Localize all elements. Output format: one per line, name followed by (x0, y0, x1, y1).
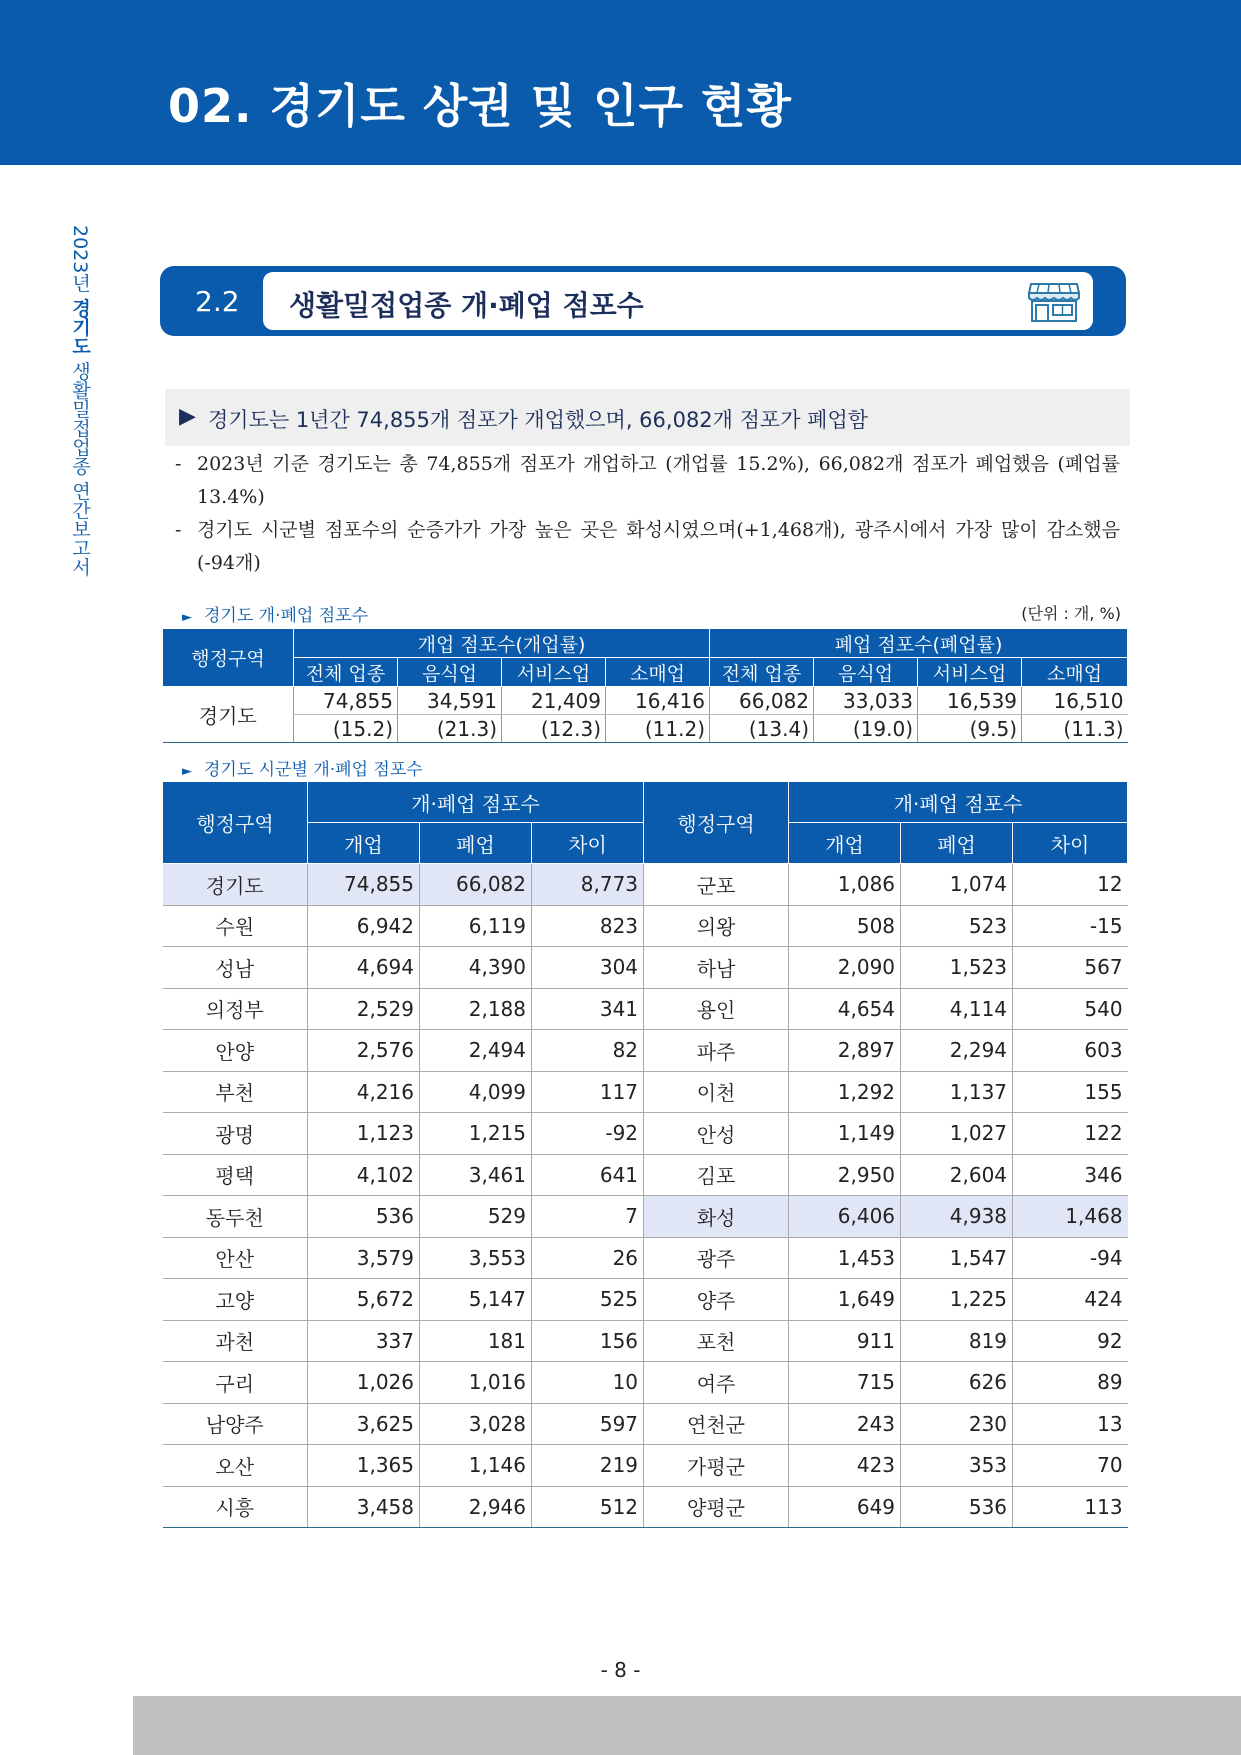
diff-cell: 113 (1013, 1486, 1128, 1528)
region-cell: 구리 (163, 1362, 308, 1404)
rate-cell: (15.2) (294, 715, 398, 743)
diff-cell: 10 (532, 1362, 644, 1404)
close-count-cell: 230 (901, 1403, 1013, 1445)
diff-cell: 155 (1013, 1071, 1128, 1113)
side-report-title (50, 225, 110, 577)
column-group-open: 개업 점포수(개업률) (294, 629, 710, 658)
table-row (163, 1030, 1128, 1072)
close-count-cell: 3,028 (420, 1403, 532, 1445)
open-count-cell: 3,458 (308, 1486, 420, 1528)
diff-cell: 92 (1013, 1320, 1128, 1362)
diff-cell: 346 (1013, 1154, 1128, 1196)
column-header-region: 행정구역 (163, 782, 308, 864)
column-header-diff: 차이 (1013, 823, 1128, 864)
open-count-cell: 508 (789, 905, 901, 947)
open-count-cell: 1,365 (308, 1445, 420, 1487)
section-number: 2.2 (195, 285, 240, 318)
summary-text: 경기도는 1년간 74,855개 점포가 개업했으며, 66,082개 점포가 폐업함 (208, 408, 869, 432)
table-gyeonggi-summary (162, 628, 1128, 743)
region-cell: 가평군 (644, 1445, 789, 1487)
diff-cell: 219 (532, 1445, 644, 1487)
close-count-cell: 1,215 (420, 1113, 532, 1155)
section-title-box (263, 272, 1093, 330)
region-cell: 이천 (644, 1071, 789, 1113)
column-header-open: 개업 (789, 823, 901, 864)
bullet-list (175, 448, 1120, 580)
region-cell: 의정부 (163, 988, 308, 1030)
table-city-breakdown (162, 781, 1128, 1528)
diff-cell: 823 (532, 905, 644, 947)
region-cell: 연천군 (644, 1403, 789, 1445)
diff-cell: 8,773 (532, 864, 644, 906)
close-count-cell: 5,147 (420, 1279, 532, 1321)
close-count-cell: 1,016 (420, 1362, 532, 1404)
count-cell: 33,033 (814, 687, 918, 715)
close-count-cell: 3,553 (420, 1237, 532, 1279)
close-count-cell: 2,294 (901, 1030, 1013, 1072)
close-count-cell: 2,494 (420, 1030, 532, 1072)
table-row (163, 1445, 1128, 1487)
close-count-cell: 1,523 (901, 947, 1013, 989)
region-cell: 파주 (644, 1030, 789, 1072)
table-row (163, 864, 1128, 906)
table-row (163, 1486, 1128, 1528)
open-count-cell: 243 (789, 1403, 901, 1445)
side-region: 경기도 (69, 298, 91, 356)
diff-cell: 7 (532, 1196, 644, 1238)
table-row (163, 1362, 1128, 1404)
table-row (163, 1196, 1128, 1238)
diff-cell: 13 (1013, 1403, 1128, 1445)
section-header (160, 266, 1126, 336)
rate-cell: (9.5) (918, 715, 1022, 743)
count-cell: 66,082 (710, 687, 814, 715)
table-row (163, 715, 1128, 743)
close-count-cell: 529 (420, 1196, 532, 1238)
column-header-region: 행정구역 (644, 782, 789, 864)
close-count-cell: 1,547 (901, 1237, 1013, 1279)
close-count-cell: 66,082 (420, 864, 532, 906)
table-row (163, 905, 1128, 947)
caption-triangle-icon: ► (182, 610, 192, 625)
open-count-cell: 423 (789, 1445, 901, 1487)
column-header: 서비스업 (502, 658, 606, 687)
close-count-cell: 4,114 (901, 988, 1013, 1030)
open-count-cell: 715 (789, 1362, 901, 1404)
diff-cell: -15 (1013, 905, 1128, 947)
open-count-cell: 3,579 (308, 1237, 420, 1279)
open-count-cell: 1,649 (789, 1279, 901, 1321)
table1-unit: (단위 : 개, %) (1021, 604, 1121, 623)
table-row (163, 1279, 1128, 1321)
region-cell: 부천 (163, 1071, 308, 1113)
page-number: - 8 - (600, 1658, 641, 1682)
bullet-text: 경기도 시군별 점포수의 순증가가 가장 높은 곳은 화성시였으며(+1,468개), 광주시에서 가장 많이 감소했음(-94개) (197, 519, 1120, 574)
diff-cell: 82 (532, 1030, 644, 1072)
close-count-cell: 4,390 (420, 947, 532, 989)
diff-cell: 424 (1013, 1279, 1128, 1321)
open-count-cell: 1,026 (308, 1362, 420, 1404)
region-cell: 화성 (644, 1196, 789, 1238)
close-count-cell: 536 (901, 1486, 1013, 1528)
open-count-cell: 3,625 (308, 1403, 420, 1445)
column-header: 전체 업종 (710, 658, 814, 687)
region-cell: 동두천 (163, 1196, 308, 1238)
count-cell: 21,409 (502, 687, 606, 715)
region-cell: 경기도 (163, 864, 308, 906)
close-count-cell: 2,604 (901, 1154, 1013, 1196)
close-count-cell: 2,188 (420, 988, 532, 1030)
region-cell: 양평군 (644, 1486, 789, 1528)
open-count-cell: 4,102 (308, 1154, 420, 1196)
region-cell: 포천 (644, 1320, 789, 1362)
open-count-cell: 337 (308, 1320, 420, 1362)
region-cell: 안성 (644, 1113, 789, 1155)
column-header: 음식업 (398, 658, 502, 687)
table-row (163, 1071, 1128, 1113)
region-cell: 여주 (644, 1362, 789, 1404)
region-cell: 광명 (163, 1113, 308, 1155)
diff-cell: 603 (1013, 1030, 1128, 1072)
caption-triangle-icon: ► (182, 764, 192, 779)
region-cell: 광주 (644, 1237, 789, 1279)
table-row (163, 1320, 1128, 1362)
close-count-cell: 1,137 (901, 1071, 1013, 1113)
column-header-diff: 차이 (532, 823, 644, 864)
close-count-cell: 181 (420, 1320, 532, 1362)
column-header-open: 개업 (308, 823, 420, 864)
column-header-close: 폐업 (901, 823, 1013, 864)
diff-cell: 122 (1013, 1113, 1128, 1155)
column-header: 서비스업 (918, 658, 1022, 687)
diff-cell: 540 (1013, 988, 1128, 1030)
rate-cell: (21.3) (398, 715, 502, 743)
table-row (163, 1237, 1128, 1279)
open-count-cell: 2,090 (789, 947, 901, 989)
region-cell: 오산 (163, 1445, 308, 1487)
column-header: 음식업 (814, 658, 918, 687)
open-count-cell: 1,149 (789, 1113, 901, 1155)
diff-cell: 117 (532, 1071, 644, 1113)
region-cell: 양주 (644, 1279, 789, 1321)
diff-cell: -92 (532, 1113, 644, 1155)
count-cell: 16,539 (918, 687, 1022, 715)
open-count-cell: 1,123 (308, 1113, 420, 1155)
region-cell: 수원 (163, 905, 308, 947)
diff-cell: 12 (1013, 864, 1128, 906)
diff-cell: 89 (1013, 1362, 1128, 1404)
table2-caption: ► 경기도 시군별 개·폐업 점포수 (182, 760, 423, 780)
footer-band (133, 1696, 1241, 1755)
close-count-cell: 6,119 (420, 905, 532, 947)
play-triangle-icon: ▶ (179, 404, 196, 429)
side-rest: 생활밀접업종 연간보고서 (69, 355, 91, 577)
store-icon (1027, 281, 1081, 323)
rate-cell: (19.0) (814, 715, 918, 743)
diff-cell: 156 (532, 1320, 644, 1362)
open-count-cell: 4,654 (789, 988, 901, 1030)
open-count-cell: 5,672 (308, 1279, 420, 1321)
region-cell: 성남 (163, 947, 308, 989)
open-count-cell: 2,897 (789, 1030, 901, 1072)
summary-box (165, 389, 1130, 446)
open-count-cell: 2,529 (308, 988, 420, 1030)
region-cell: 안산 (163, 1237, 308, 1279)
open-count-cell: 2,576 (308, 1030, 420, 1072)
close-count-cell: 1,074 (901, 864, 1013, 906)
close-count-cell: 2,946 (420, 1486, 532, 1528)
close-count-cell: 3,461 (420, 1154, 532, 1196)
open-count-cell: 911 (789, 1320, 901, 1362)
diff-cell: 567 (1013, 947, 1128, 989)
column-header-region: 행정구역 (163, 629, 294, 687)
column-header-close: 폐업 (420, 823, 532, 864)
chapter-title: 02. 경기도 상권 및 인구 현황 (168, 79, 792, 133)
table1-caption: ► 경기도 개·폐업 점포수 (182, 606, 369, 626)
section-title: 생활밀접업종 개·폐업 점포수 (289, 289, 644, 322)
region-cell: 경기도 (163, 687, 294, 743)
region-cell: 김포 (644, 1154, 789, 1196)
diff-cell: 597 (532, 1403, 644, 1445)
region-cell: 군포 (644, 864, 789, 906)
rate-cell: (13.4) (710, 715, 814, 743)
table-row (163, 947, 1128, 989)
close-count-cell: 523 (901, 905, 1013, 947)
open-count-cell: 1,292 (789, 1071, 901, 1113)
column-header: 소매업 (1022, 658, 1128, 687)
column-header: 소매업 (606, 658, 710, 687)
region-cell: 의왕 (644, 905, 789, 947)
region-cell: 안양 (163, 1030, 308, 1072)
region-cell: 고양 (163, 1279, 308, 1321)
count-cell: 16,510 (1022, 687, 1128, 715)
rate-cell: (11.2) (606, 715, 710, 743)
column-group-header: 개·폐업 점포수 (308, 782, 644, 823)
region-cell: 하남 (644, 947, 789, 989)
close-count-cell: 4,938 (901, 1196, 1013, 1238)
rate-cell: (12.3) (502, 715, 606, 743)
count-cell: 74,855 (294, 687, 398, 715)
column-group-header: 개·폐업 점포수 (789, 782, 1128, 823)
diff-cell: 304 (532, 947, 644, 989)
side-year: 2023년 (69, 225, 91, 299)
region-cell: 평택 (163, 1154, 308, 1196)
diff-cell: 70 (1013, 1445, 1128, 1487)
region-cell: 과천 (163, 1320, 308, 1362)
column-group-close: 폐업 점포수(폐업률) (710, 629, 1128, 658)
table-row (163, 988, 1128, 1030)
open-count-cell: 6,942 (308, 905, 420, 947)
open-count-cell: 4,216 (308, 1071, 420, 1113)
open-count-cell: 1,453 (789, 1237, 901, 1279)
close-count-cell: 1,225 (901, 1279, 1013, 1321)
bullet-text: 2023년 기준 경기도는 총 74,855개 점포가 개업하고 (개업률 15.2%), 66,082개 점포가 폐업했음 (폐업률 13.4%) (197, 453, 1120, 508)
diff-cell: 641 (532, 1154, 644, 1196)
region-cell: 시흥 (163, 1486, 308, 1528)
count-cell: 16,416 (606, 687, 710, 715)
table-row (163, 1113, 1128, 1155)
diff-cell: 512 (532, 1486, 644, 1528)
table-row (163, 687, 1128, 715)
close-count-cell: 1,027 (901, 1113, 1013, 1155)
close-count-cell: 4,099 (420, 1071, 532, 1113)
open-count-cell: 536 (308, 1196, 420, 1238)
open-count-cell: 74,855 (308, 864, 420, 906)
column-header: 전체 업종 (294, 658, 398, 687)
diff-cell: 1,468 (1013, 1196, 1128, 1238)
table-row (163, 1403, 1128, 1445)
table-row (163, 1154, 1128, 1196)
diff-cell: 341 (532, 988, 644, 1030)
open-count-cell: 6,406 (789, 1196, 901, 1238)
close-count-cell: 1,146 (420, 1445, 532, 1487)
diff-cell: -94 (1013, 1237, 1128, 1279)
region-cell: 남양주 (163, 1403, 308, 1445)
count-cell: 34,591 (398, 687, 502, 715)
rate-cell: (11.3) (1022, 715, 1128, 743)
close-count-cell: 353 (901, 1445, 1013, 1487)
open-count-cell: 2,950 (789, 1154, 901, 1196)
diff-cell: 525 (532, 1279, 644, 1321)
bullet-item: - 경기도 시군별 점포수의 순증가가 가장 높은 곳은 화성시였으며(+1,468개), 광주시에서 가장 많이 감소했음(-94개) (175, 519, 1120, 574)
open-count-cell: 649 (789, 1486, 901, 1528)
diff-cell: 26 (532, 1237, 644, 1279)
close-count-cell: 626 (901, 1362, 1013, 1404)
region-cell: 용인 (644, 988, 789, 1030)
close-count-cell: 819 (901, 1320, 1013, 1362)
open-count-cell: 4,694 (308, 947, 420, 989)
open-count-cell: 1,086 (789, 864, 901, 906)
bullet-item: - 2023년 기준 경기도는 총 74,855개 점포가 개업하고 (개업률 15.2%), 66,082개 점포가 폐업했음 (폐업률 13.4%) (175, 453, 1120, 508)
